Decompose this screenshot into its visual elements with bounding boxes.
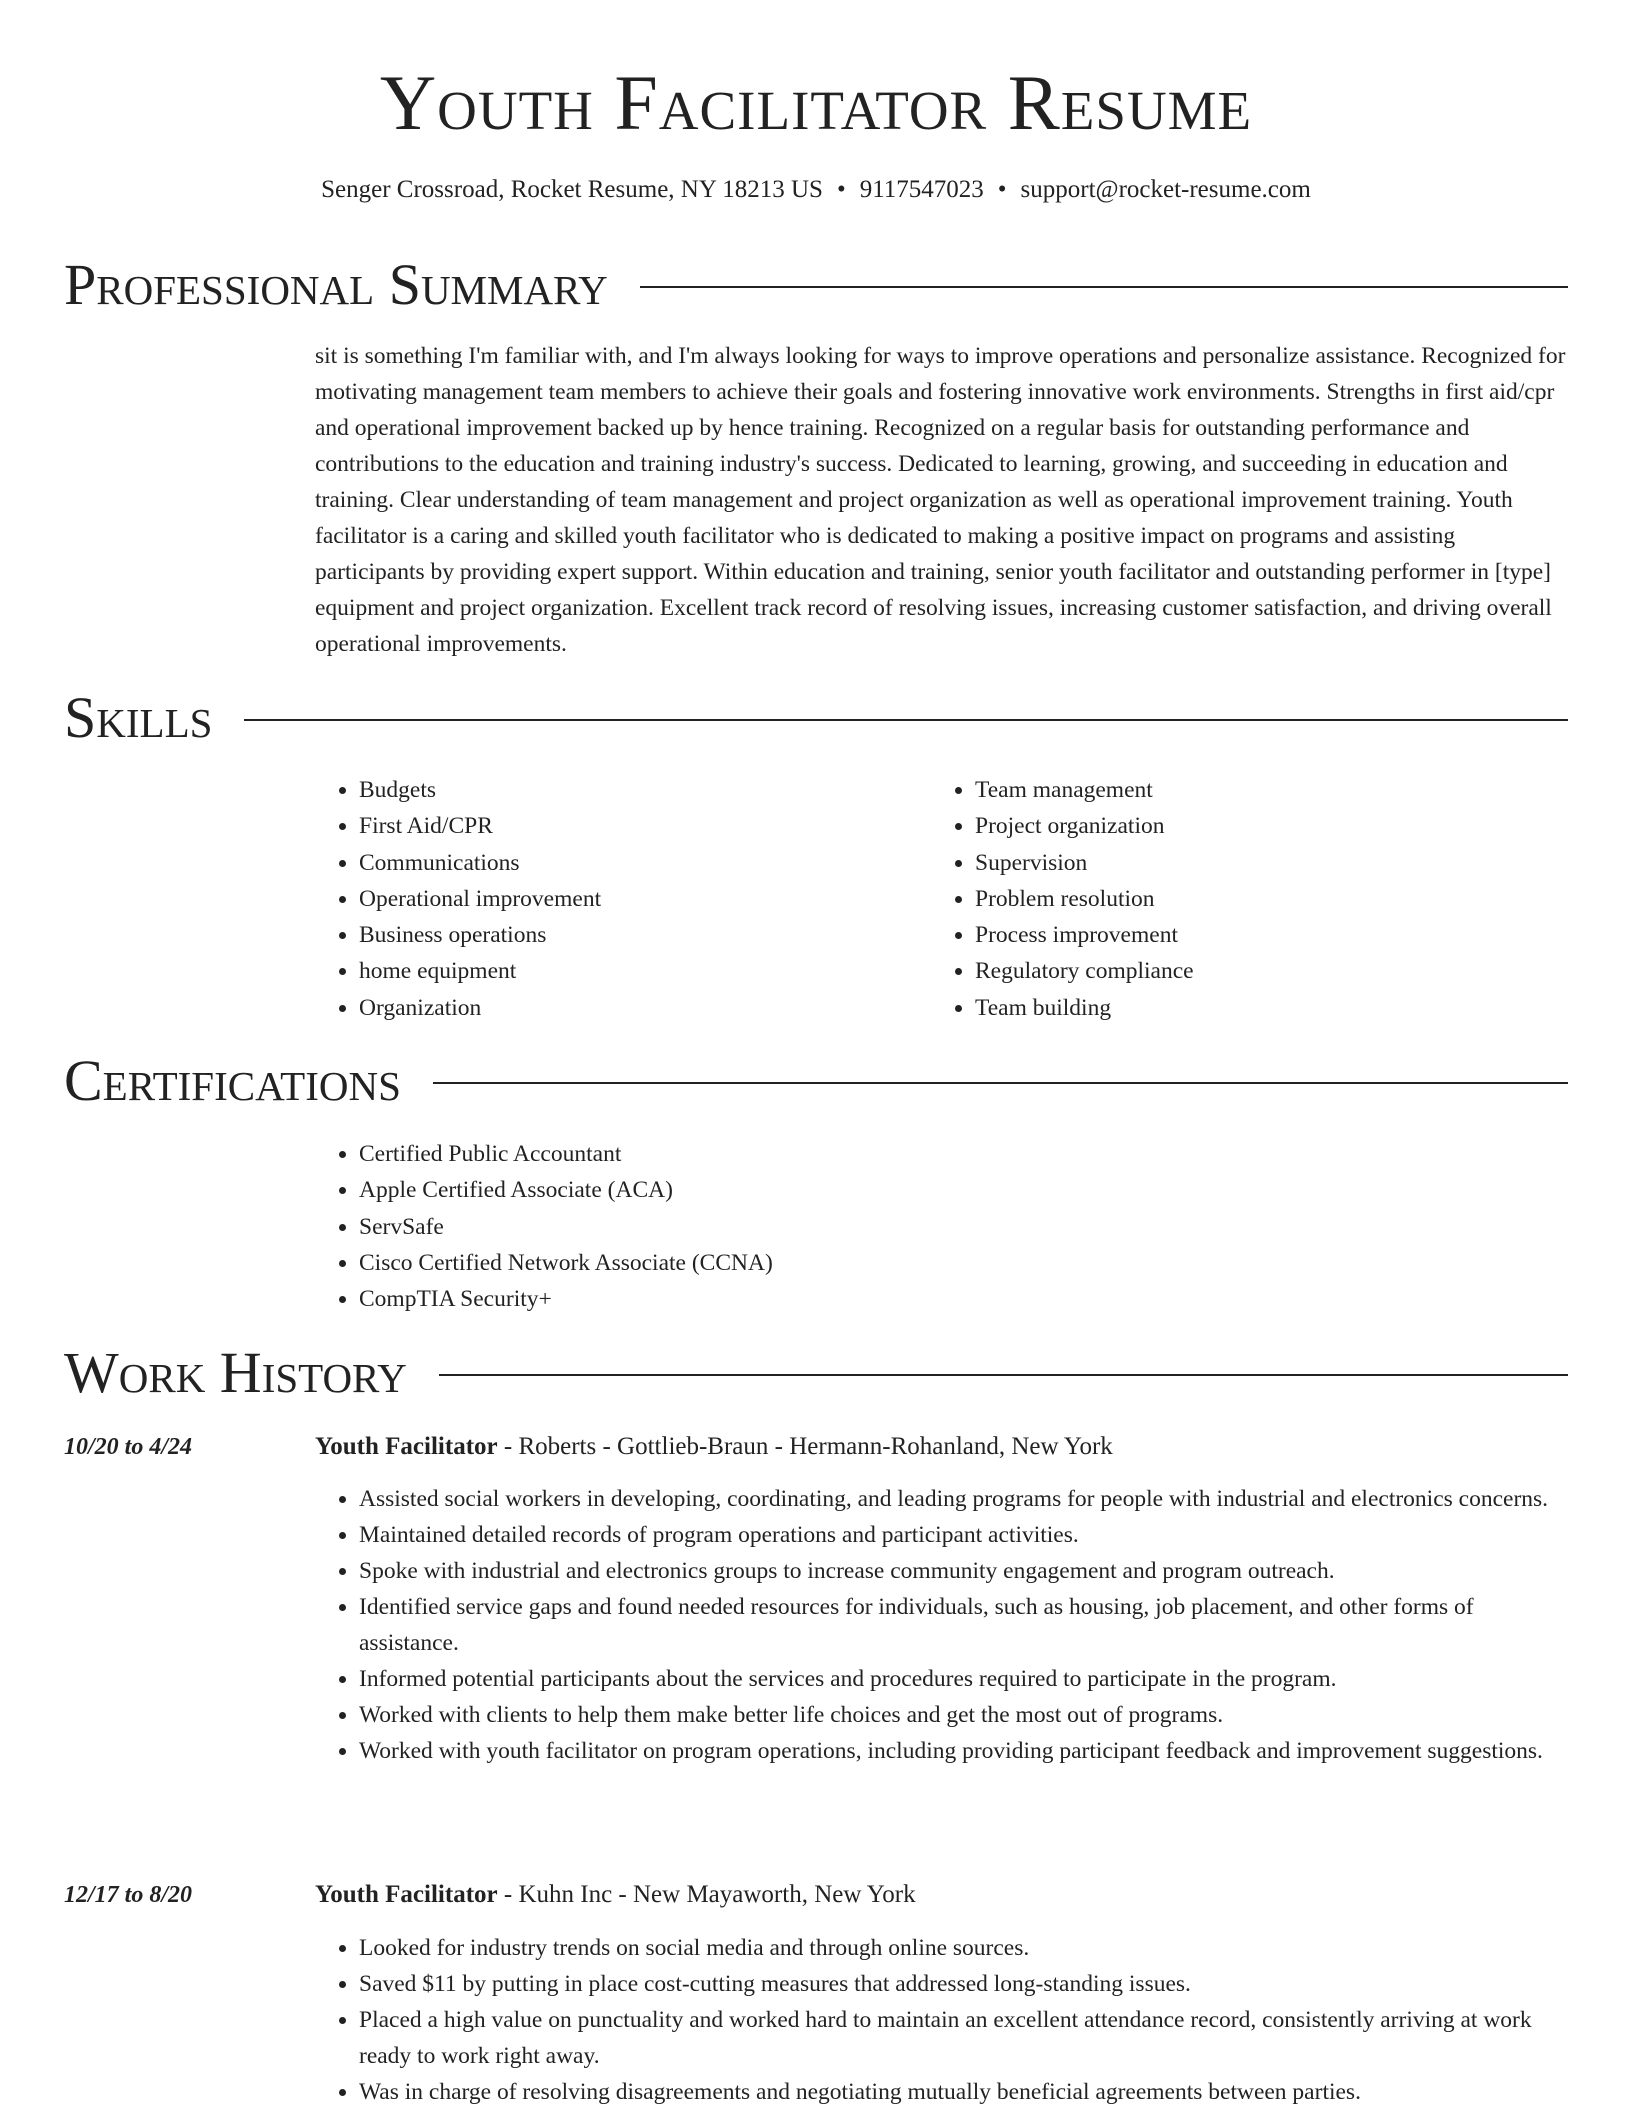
skill-item: • Business operations bbox=[359, 917, 601, 953]
contact-separator: • bbox=[836, 176, 846, 203]
summary-text: sit is something I'm familiar with, and I'm always looking for ways to improve operations and personalize assistance. Recognized for motivating management team members to achieve their goals and fostering innovative work environments. Strengths in first aid/cpr and operational improvement backed up by hence training. Recognized on a regular basis for outstanding performance and contributions to the education and training industry's success. Dedicated to learning, growing, and succeeding in education and training. Clear understanding of team management and project organization as well as operational improvement training. Youth facilitator is a caring and skilled youth facilitator who is dedicated to making a positive impact on programs and assisting participants by providing expert support. Within education and training, senior youth facilitator and outstanding performer in [type] equipment and project organization. Excellent track record of resolving issues, increasing customer satisfaction, and driving overall operational improvements. bbox=[315, 343, 1566, 657]
certification-item: • CompTIA Security+ bbox=[359, 1281, 773, 1317]
section-divider bbox=[439, 1374, 1568, 1376]
job-heading bbox=[315, 1430, 1113, 1464]
job-title: Youth Facilitator bbox=[315, 1433, 498, 1460]
certification-item: • ServSafe bbox=[359, 1209, 773, 1245]
section-header-skills bbox=[64, 685, 1568, 751]
skills-list-right bbox=[931, 772, 1194, 1026]
skill-item: • Communications bbox=[359, 845, 601, 881]
section-header-work-history bbox=[64, 1340, 1568, 1406]
skill-item: • Process improvement bbox=[975, 917, 1194, 953]
skill-item: • home equipment bbox=[359, 953, 601, 989]
skill-item: • Project organization bbox=[975, 808, 1194, 844]
section-title-work-history: Work History bbox=[64, 1340, 407, 1405]
contact-separator: • bbox=[997, 176, 1007, 203]
job-employer-location: - Kuhn Inc - New Mayaworth, New York bbox=[497, 1881, 916, 1908]
skill-item: • Problem resolution bbox=[975, 881, 1194, 917]
section-header-summary bbox=[64, 252, 1568, 318]
section-title-summary: Professional Summary bbox=[64, 252, 608, 317]
job-bullets bbox=[315, 1481, 1568, 1769]
job-title: Youth Facilitator bbox=[315, 1881, 498, 1908]
job-bullet: • Spoke with industrial and electronics groups to increase community engagement and program outreach. bbox=[359, 1553, 1568, 1589]
skill-item: • Team management bbox=[975, 772, 1194, 808]
job-bullet: • Maintained detailed records of program operations and participant activities. bbox=[359, 1517, 1568, 1553]
skill-item: • Budgets bbox=[359, 772, 601, 808]
job-bullet: • Worked with youth facilitator on program operations, including providing participant feedback and improvement suggestions. bbox=[359, 1733, 1568, 1769]
resume-title: Youth Facilitator Resume bbox=[379, 59, 1253, 146]
job-bullet: • Worked with clients to help them make better life choices and get the most out of programs. bbox=[359, 1697, 1568, 1733]
job-bullet: • Looked for industry trends on social media and through online sources. bbox=[359, 1930, 1568, 1966]
job-bullet: • Assisted social workers in developing, coordinating, and leading programs for people with industrial and electronics concerns. bbox=[359, 1481, 1568, 1517]
job-bullets bbox=[315, 1930, 1568, 2110]
section-divider bbox=[433, 1082, 1568, 1084]
skill-item: • First Aid/CPR bbox=[359, 808, 601, 844]
section-title-certifications: Certifications bbox=[64, 1048, 401, 1113]
contact-line bbox=[0, 174, 1632, 206]
skill-item: • Supervision bbox=[975, 845, 1194, 881]
skill-item: • Operational improvement bbox=[359, 881, 601, 917]
job-heading bbox=[315, 1878, 916, 1912]
job-bullet: • Informed potential participants about the services and procedures required to participate in the program. bbox=[359, 1661, 1568, 1697]
contact-phone[interactable]: 9117547023 bbox=[859, 176, 984, 203]
job-bullet: • Saved $11 by putting in place cost-cutting measures that addressed long-standing issues. bbox=[359, 1966, 1568, 2002]
job-bullet: • Was in charge of resolving disagreements and negotiating mutually beneficial agreements between parties. bbox=[359, 2074, 1568, 2110]
skill-item: • Regulatory compliance bbox=[975, 953, 1194, 989]
certification-item: • Cisco Certified Network Associate (CCNA) bbox=[359, 1245, 773, 1281]
section-title-skills: Skills bbox=[64, 685, 213, 750]
job-bullet: • Placed a high value on punctuality and worked hard to maintain an excellent attendance record, consistently arriving at work ready to work right away. bbox=[359, 2002, 1568, 2074]
section-divider bbox=[244, 719, 1568, 721]
skills-list-left bbox=[315, 772, 601, 1026]
job-employer-location: - Roberts - Gottlieb-Braun - Hermann-Rohanland, New York bbox=[497, 1433, 1113, 1460]
job-dates: 10/20 to 4/24 bbox=[64, 1434, 193, 1460]
job-dates: 12/17 to 8/20 bbox=[64, 1882, 193, 1908]
certification-item: • Certified Public Accountant bbox=[359, 1136, 773, 1172]
contact-email[interactable]: support@rocket-resume.com bbox=[1020, 176, 1311, 203]
job-bullet: • Identified service gaps and found needed resources for individuals, such as housing, job placement, and other forms of assistance. bbox=[359, 1589, 1568, 1661]
skill-item: • Organization bbox=[359, 990, 601, 1026]
certification-item: • Apple Certified Associate (ACA) bbox=[359, 1172, 773, 1208]
section-header-certifications bbox=[64, 1048, 1568, 1114]
contact-address: Senger Crossroad, Rocket Resume, NY 18213 US bbox=[321, 176, 823, 203]
skill-item: • Team building bbox=[975, 990, 1194, 1026]
certifications-list bbox=[315, 1136, 773, 1317]
section-divider bbox=[640, 286, 1568, 288]
